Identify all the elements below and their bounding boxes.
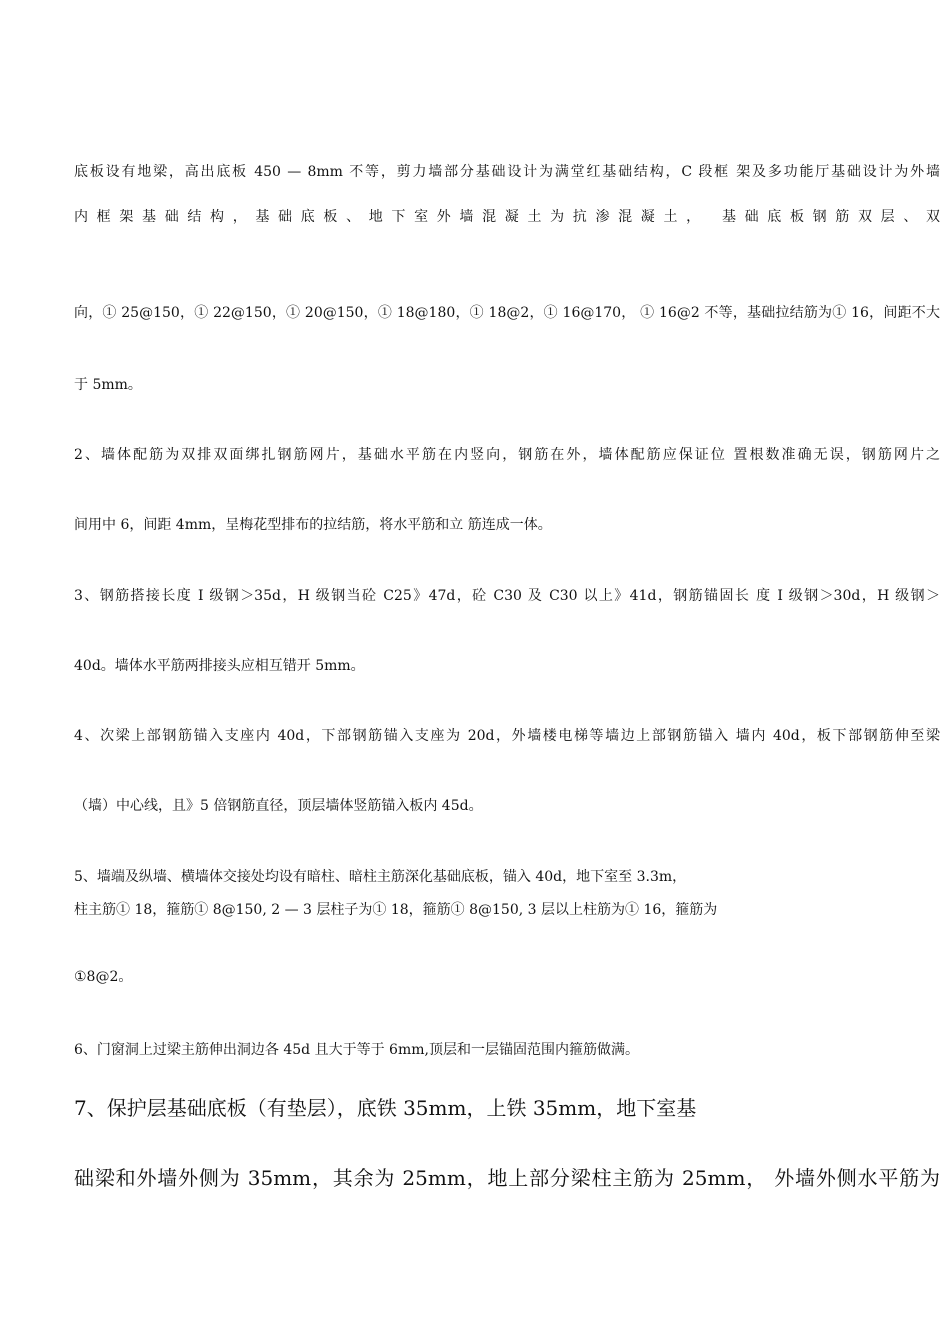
text-line-3: 向，① 25@150，① 22@150，① 20@150，① 18@180，① 18@2，① 16@170， ① 16@2 不等，基础拉结筋为① 16，间距不大	[74, 305, 940, 321]
text-line-2: 内框架基础结构，基础底板、地下室外墙混凝土为抗渗混凝土， 基础底板钢筋双层、双	[74, 209, 940, 225]
text-line-13: ①8@2。	[74, 969, 133, 985]
text-line-15: 7、保护层基础底板（有垫层），底铁 35mm，上铁 35mm，地下室基	[74, 1096, 697, 1120]
text-line-10: （墙）中心线，且》5 倍钢筋直径，顶层墙体竖筋锚入板内 45d。	[74, 798, 483, 814]
text-line-7: 3、钢筋搭接长度 I 级钢＞35d，H 级钢当砼 C25》47d，砼 C30 及 C30 以上》41d，钢筋锚固长 度 I 级钢＞30d，H 级钢＞	[74, 588, 940, 604]
text-line-14: 6、门窗洞上过梁主筋伸出洞边各 45d 且大于等于 6mm,顶层和一层锚固范围内箍筋做满。	[74, 1042, 639, 1058]
text-line-8: 40d。墙体水平筋两排接头应相互错开 5mm。	[74, 658, 365, 674]
text-line-16: 础梁和外墙外侧为 35mm，其余为 25mm，地上部分梁柱主筋为 25mm， 外墙外侧水平筋为	[74, 1166, 940, 1190]
text-line-6: 间用中 6，间距 4mm，呈梅花型排布的拉结筋，将水平筋和立 筋连成一体。	[74, 517, 552, 533]
text-line-9: 4、次梁上部钢筋锚入支座内 40d，下部钢筋锚入支座为 20d，外墙楼电梯等墙边上部钢筋锚入 墙内 40d，板下部钢筋伸至梁	[74, 728, 940, 744]
text-line-5: 2、墙体配筋为双排双面绑扎钢筋网片，基础水平筋在内竖向，钢筋在外，墙体配筋应保证位 置根数准确无误，钢筋网片之	[74, 447, 940, 463]
text-line-4: 于 5mm。	[74, 377, 142, 393]
text-line-12: 柱主筋① 18，箍筋① 8@150, 2 — 3 层柱子为① 18，箍筋① 8@150, 3 层以上柱筋为① 16，箍筋为	[74, 902, 718, 918]
text-line-1: 底板设有地梁，高出底板 450 — 8mm 不等，剪力墙部分基础设计为满堂红基础结构，C 段框 架及多功能厅基础设计为外墙	[74, 164, 940, 180]
text-line-11: 5、墙端及纵墙、横墙体交接处均设有暗柱、暗柱主筋深化基础底板，锚入 40d，地下室至 3.3m，	[74, 869, 687, 885]
